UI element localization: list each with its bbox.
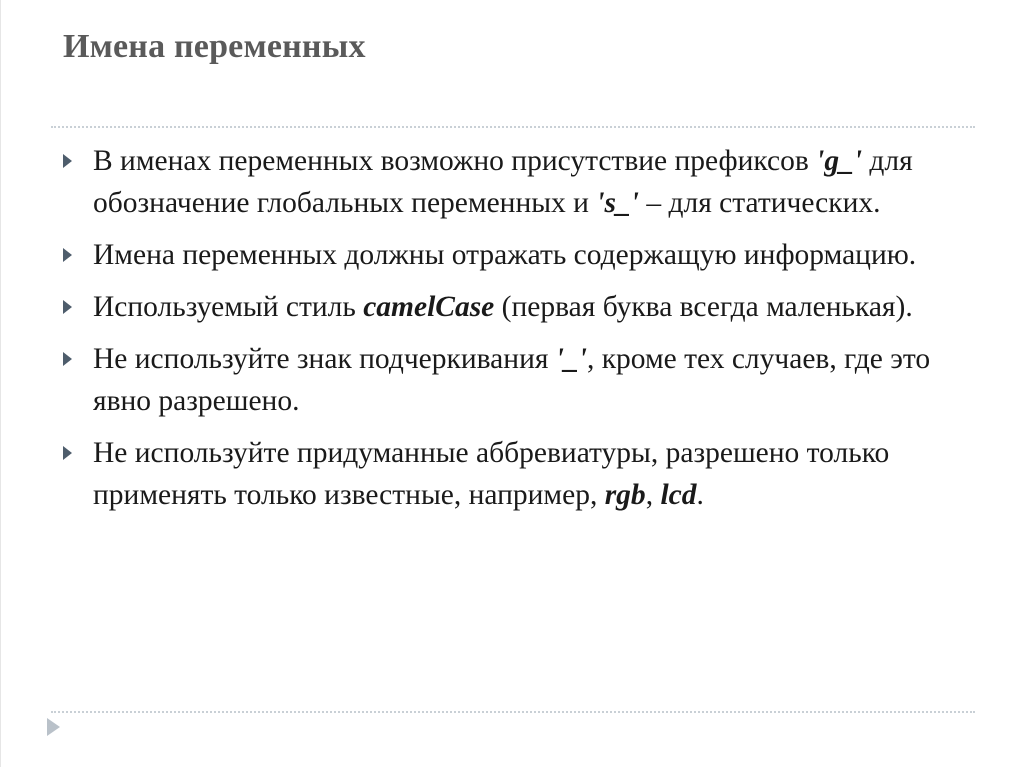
bullet-text: , xyxy=(645,479,661,511)
bullet-emphasis: '_' xyxy=(555,343,587,375)
bullet-item xyxy=(63,140,943,224)
bullet-emphasis: 'g_' xyxy=(816,145,863,177)
bullet-triangle-icon xyxy=(63,154,72,168)
bullet-emphasis: 's_' xyxy=(596,187,639,219)
bullet-text: Имена переменных должны отражать содержащую информацию. xyxy=(93,239,917,271)
bullet-list xyxy=(63,140,943,526)
bullet-text: для обозначение глобальных переменных и xyxy=(93,145,913,219)
bullet-item xyxy=(63,432,943,516)
bullet-item xyxy=(63,286,943,328)
bullet-triangle-icon xyxy=(63,300,72,314)
title-divider xyxy=(51,126,975,128)
bullet-text: – для статических. xyxy=(638,187,881,219)
footer-divider xyxy=(51,711,975,713)
bullet-item xyxy=(63,234,943,276)
bullet-triangle-icon xyxy=(63,446,72,460)
footer-triangle-icon xyxy=(47,718,60,736)
bullet-text: В именах переменных возможно присутствие префиксов xyxy=(93,145,817,177)
bullet-text: , кроме тех случаев, где это явно разрешено. xyxy=(93,343,931,417)
bullet-triangle-icon xyxy=(63,352,72,366)
bullet-text: . xyxy=(696,479,704,511)
bullet-emphasis: lcd xyxy=(660,479,697,511)
bullet-text: Не используйте придуманные аббревиатуры, разрешено только применять только известные, например, xyxy=(93,437,890,511)
bullet-item xyxy=(63,338,943,422)
bullet-text: Используемый стиль xyxy=(93,291,364,323)
slide-title: Имена переменных xyxy=(63,28,366,65)
bullet-triangle-icon xyxy=(63,248,72,262)
bullet-emphasis: rgb xyxy=(604,479,646,511)
bullet-text: Не используйте знак подчеркивания xyxy=(93,343,556,375)
bullet-text: (первая буква всегда маленькая). xyxy=(494,291,913,323)
bullet-emphasis: camelCase xyxy=(363,291,495,323)
